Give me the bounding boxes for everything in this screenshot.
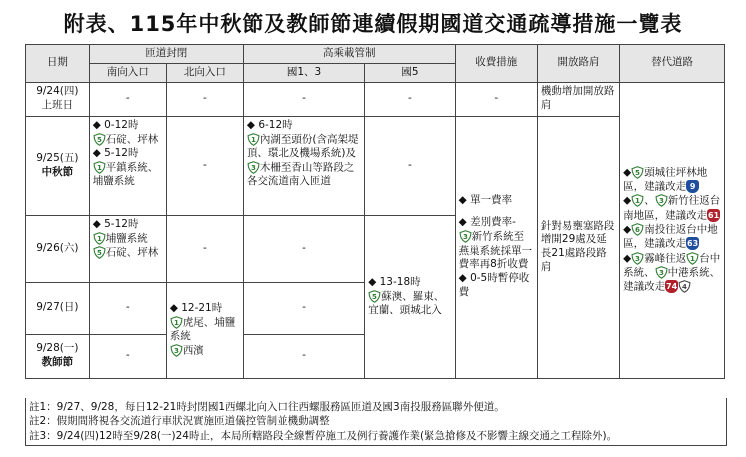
south-ramp-0925: ◆ 0-12時 5 石碇、坪林 ◆ 5-12時 1 平鎮系統、埔鹽系統: [89, 116, 166, 215]
svg-text:5: 5: [635, 167, 641, 177]
header-toll: 收費措施: [455, 45, 537, 83]
svg-text:1: 1: [250, 134, 256, 144]
shoulder-measures-cell: 針對易壅塞路段增開29處及延長21處路段路肩: [537, 116, 619, 378]
footnote-1: 註1：9/27、9/28，每日12-21時封閉國1西螺北向入口往西螺服務區匝道及國3南投服務區聯外便道。: [29, 401, 505, 413]
south-ramp-0924: -: [89, 82, 166, 116]
header-north-ramp: 北向入口: [166, 63, 243, 82]
header-south-ramp: 南向入口: [89, 63, 166, 82]
toll-measures-cell: ◆ 單一費率 ◆ 差別費率- 3 新竹系統至燕巢系統採單一費率再8折收費 ◆ 0-5時暫停收費: [455, 116, 537, 378]
holiday-label: 中秋節: [41, 165, 74, 178]
svg-text:3: 3: [462, 232, 468, 242]
footnotes: [25, 398, 727, 446]
date-label: 9/25(五): [36, 151, 79, 164]
header-alternate: 替代道路: [620, 45, 725, 83]
freeway-5-icon: [368, 290, 381, 303]
svg-text:3: 3: [173, 346, 179, 356]
freeway-5-icon: [631, 166, 644, 179]
hov-n1n3-0925: ◆ 6-12時 1 內湖至頭份(含高架堤頂、環北及機場系統)及 3 木柵至香山等路段之各交流道南入匝道: [243, 116, 364, 215]
date-cell-0927: [26, 282, 90, 334]
date-label: 9/27(日): [36, 301, 79, 314]
svg-text:3: 3: [658, 268, 664, 278]
freeway-3-icon: [247, 161, 260, 174]
date-cell-0926: [26, 215, 90, 282]
north-ramp-0924: -: [166, 82, 243, 116]
freeway-1-icon: [631, 194, 644, 207]
shoulder-0924: 機動增加開放路肩: [537, 82, 619, 116]
date-label: 9/26(六): [36, 241, 79, 254]
header-date: 日期: [26, 45, 90, 83]
alternate-item-3: ◆ 6 南投往返台中地區，建議改走63: [623, 223, 718, 250]
freeway-6-icon: [631, 223, 644, 236]
freeway-3-icon: [655, 194, 668, 207]
hov-n1n3-0924: -: [243, 82, 364, 116]
svg-text:1: 1: [635, 196, 641, 206]
svg-text:4: 4: [682, 282, 688, 292]
freeway-1-icon: [170, 316, 183, 329]
svg-text:5: 5: [96, 248, 102, 258]
holiday-label: 教師節: [41, 356, 74, 369]
freeway-1-icon: [686, 252, 699, 265]
alternate-routes-cell: [620, 82, 725, 378]
day-type-label: 上班日: [41, 99, 74, 112]
freeway-5-icon: [93, 133, 106, 146]
county-road-74-icon: 74: [666, 282, 678, 292]
north-ramp-0925: -: [166, 116, 243, 215]
hov-n1n3-0927: -: [243, 282, 364, 334]
provincial-4-icon: [678, 280, 691, 293]
traffic-measures-table: [25, 44, 725, 379]
provincial-road-63-icon: 63: [687, 239, 699, 249]
toll-0924: -: [455, 82, 537, 116]
svg-text:1: 1: [690, 253, 696, 263]
svg-text:1: 1: [96, 233, 102, 243]
hov-n1n3-0926: -: [243, 215, 364, 282]
svg-text:3: 3: [658, 196, 664, 206]
footnote-3: 註3：9/24(四)12時至9/28(一)24時止，本局所轄路段全線暫停施工及例行養護作業(緊急搶修及不影響主線交通之工程除外)。: [29, 429, 618, 442]
alternate-item-4: ◆ 3 霧峰往返 1 台中系統、 3 中港系統、建議改走74 4: [623, 252, 721, 293]
freeway-1-icon: [93, 161, 106, 174]
freeway-3-icon: [459, 230, 472, 243]
header-hov: 高乘載管制: [243, 45, 455, 64]
footnote-2: 註2：假期間將視各交流道行車狀況實施匝道儀控管制並機動調整: [29, 415, 330, 428]
alternate-item-1: ◆ 5 頭城往坪林地區，建議改走 9: [623, 166, 708, 193]
date-cell-0924: [26, 82, 90, 116]
hov-n5-0924: -: [365, 82, 455, 116]
date-cell-0928: [26, 334, 90, 378]
svg-text:5: 5: [96, 134, 102, 144]
freeway-1-icon: [247, 133, 260, 146]
header-hov-n1-n3: 國1、3: [243, 63, 364, 82]
south-ramp-0926: ◆ 5-12時 1 埔鹽系統 5 石碇、坪林: [89, 215, 166, 282]
svg-text:3: 3: [250, 162, 256, 172]
north-ramp-0927-0928: ◆ 12-21時 1 虎尾、埔鹽系統 3 西濱: [166, 282, 243, 378]
freeway-3-icon: [655, 266, 668, 279]
svg-text:5: 5: [372, 291, 378, 301]
page-title: 附表、115年中秋節及教師節連續假期國道交通疏導措施一覽表: [63, 12, 683, 36]
freeway-1-icon: [93, 232, 106, 245]
date-cell-0925: [26, 116, 90, 215]
date-label: 9/28(一): [36, 342, 79, 355]
provincial-road-9-icon: 9: [686, 180, 699, 193]
hov-n5-0925: -: [365, 116, 455, 215]
hov-n5-cell: ◆ 13-18時 5 蘇澳、羅東、宜蘭、頭城北入: [365, 215, 455, 378]
freeway-3-icon: [631, 252, 644, 265]
county-road-61-icon: 61: [708, 210, 720, 220]
header-shoulder: 開放路肩: [537, 45, 619, 83]
header-hov-n5: 國5: [365, 63, 455, 82]
header-ramp-closure: 匝道封閉: [89, 45, 243, 64]
alternate-item-2: ◆ 1 、 3 新竹往返台南地區，建議改走61: [623, 194, 721, 222]
freeway-5-icon: [93, 246, 106, 259]
freeway-3-icon: [170, 344, 183, 357]
svg-text:1: 1: [173, 317, 179, 327]
date-label: 9/24(四): [36, 85, 79, 98]
north-ramp-0926: -: [166, 215, 243, 282]
hov-n1n3-0928: -: [243, 334, 364, 378]
svg-text:1: 1: [96, 162, 102, 172]
south-ramp-0927: -: [89, 282, 166, 334]
svg-text:6: 6: [635, 225, 641, 235]
south-ramp-0928: -: [89, 334, 166, 378]
svg-text:3: 3: [635, 253, 641, 263]
